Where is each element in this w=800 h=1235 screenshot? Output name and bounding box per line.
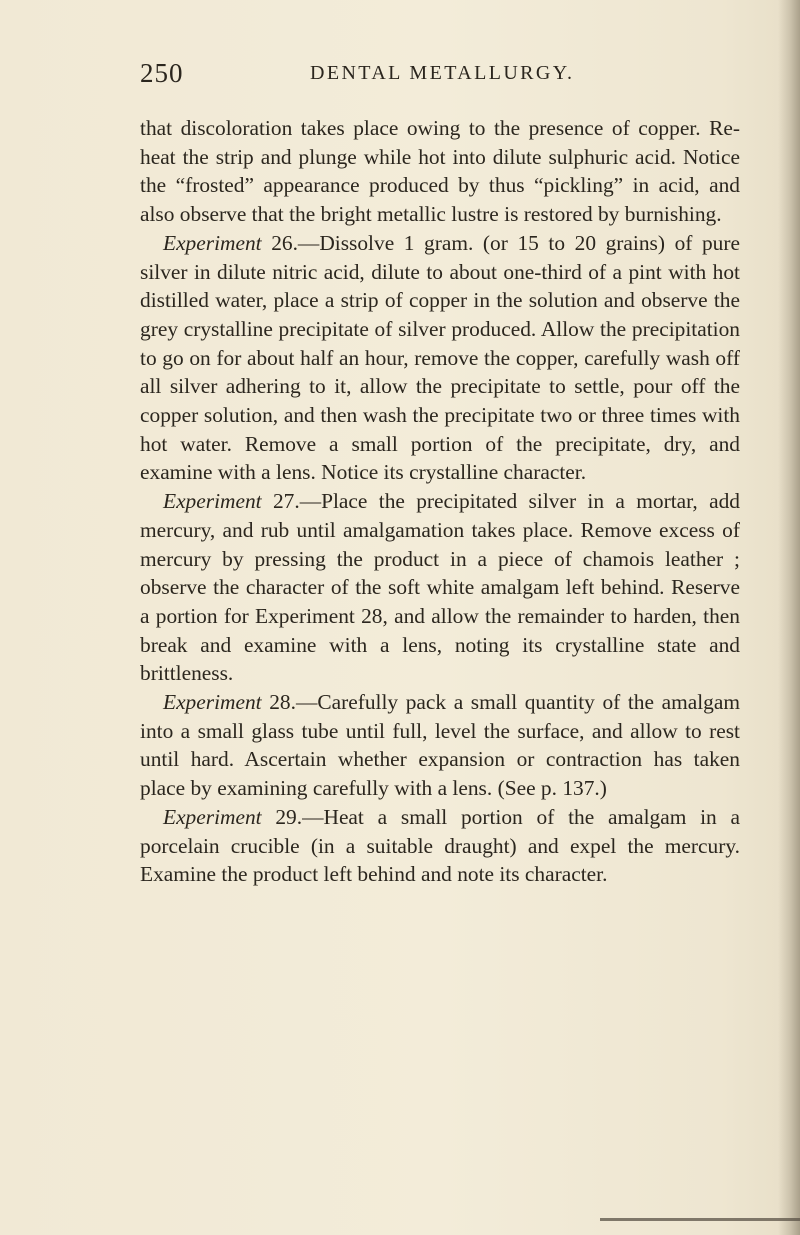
page-header <box>140 58 740 98</box>
paragraph-experiment-28 <box>140 688 740 803</box>
paragraph-continuation <box>140 114 740 229</box>
paragraph-text: 29.—Heat a small portion of the amalgam in a porcelain crucible (in a suitable draught) and expel the mercury. Examine the product left behind and note its character. <box>140 804 740 887</box>
paragraph-text: that discoloration takes place owing to the presence of copper. Re-heat the strip and plunge while hot into dilute sulphuric acid. Notice the “frosted” appearance produced by thus “pickling” in acid, and also observe that the bright metallic lustre is restored by burnishing. <box>140 116 740 227</box>
paragraph-text: 26.—Dissolve 1 gram. (or 15 to 20 grains) of pure silver in dilute nitric acid, dilute to about one-third of a pint with hot distilled water, place a strip of copper in the solution and observe the grey crystalline precipitate of silver produced. Allow the precipitation to go on for about half an hour, remove the copper, carefully wash off all silver adhering to it, allow the precipitate to settle, pour off the copper solution, and then wash the precipitate two or three times with hot water. Remove a small portion of the precipitate, dry, and examine with a lens. Notice its crystalline character. <box>140 230 740 485</box>
experiment-label: Experiment <box>163 690 262 715</box>
experiment-label: Experiment <box>163 230 262 255</box>
paragraph-experiment-26 <box>140 229 740 487</box>
running-title: DENTAL METALLURGY. <box>310 62 575 84</box>
body-text <box>140 114 740 889</box>
paragraph-experiment-27 <box>140 487 740 688</box>
page-edge-shadow <box>778 0 800 1235</box>
experiment-label: Experiment <box>163 489 262 514</box>
experiment-label: Experiment <box>163 804 262 829</box>
paragraph-text: 27.—Place the precipitated silver in a mortar, add mercury, and rub until amalgamation takes place. Remove excess of mercury by pressing the product in a piece of chamois leather ; observe the character of the soft white amalgam left behind. Reserve a portion for Experiment 28, and allow the remainder to harden, then break and examine with a lens, noting its crystalline state and brittleness. <box>140 489 740 686</box>
bottom-rule <box>600 1218 800 1221</box>
page-number: 250 <box>140 58 184 88</box>
paragraph-experiment-29 <box>140 803 740 889</box>
paragraph-text: 28.—Carefully pack a small quantity of the amalgam into a small glass tube until full, level the surface, and allow to rest until hard. Ascertain whether expansion or contraction has taken place by examining carefully with a lens. (See p. 137.) <box>140 690 740 801</box>
